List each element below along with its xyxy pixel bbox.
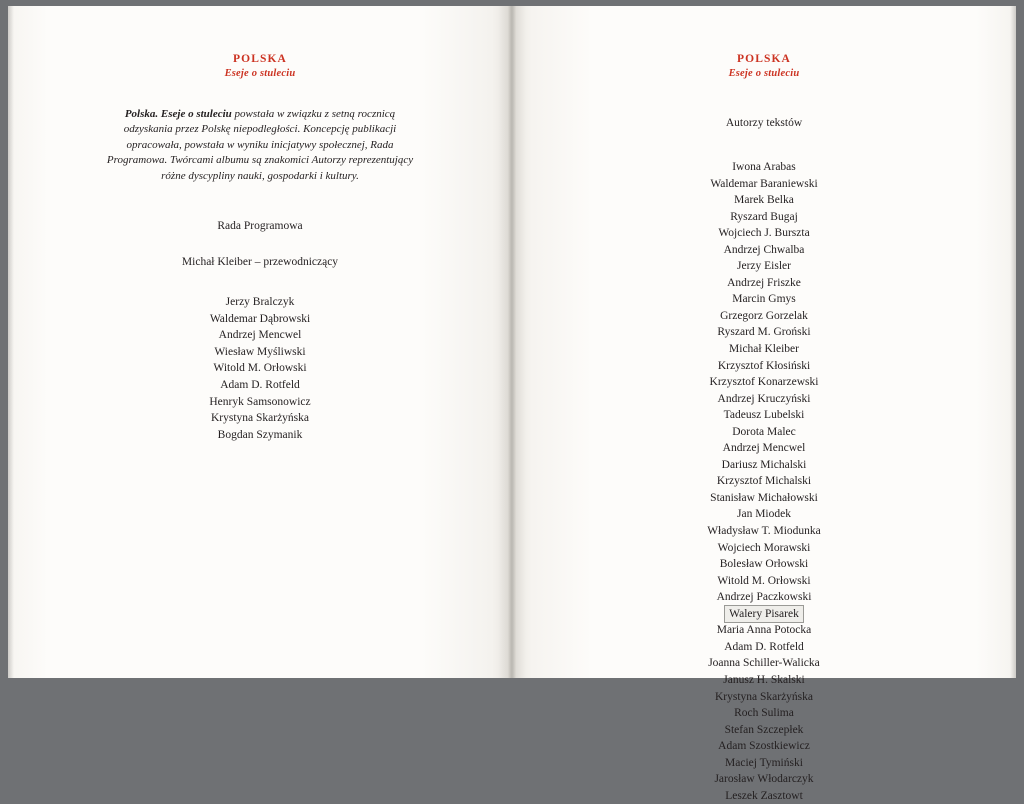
blurb-lead: Polska. Eseje o stuleciu	[124, 108, 232, 120]
list-item: Jan Miodek	[737, 508, 791, 521]
list-item: Marek Belka	[734, 194, 794, 207]
blurb-paragraph	[104, 107, 416, 184]
list-item: Ryszard M. Groński	[717, 326, 811, 339]
list-item: Bolesław Orłowski	[719, 558, 809, 571]
list-item: Iwona Arabas	[732, 161, 796, 173]
selected-author[interactable]: Walery Pisarek	[725, 606, 803, 623]
council-member-list	[104, 294, 416, 443]
blurb-rest: powstała w związku z setną rocznicą odzyskania przez Polskę niepodległości. Koncepcję publikacji opracowała, powstała w wyniku inicjatywy społecznej, Rada Programowa. Twórcami albumu są znakomici Autorzy reprezentujący różne dyscypliny nauki, gospodarki i kultury.	[106, 108, 414, 182]
list-item: Jerzy Eisler	[737, 260, 791, 273]
list-item: Henryk Samsonowicz	[209, 395, 311, 408]
authors-list	[608, 159, 920, 804]
list-item: Andrzej Friszke	[727, 276, 801, 289]
right-page	[512, 6, 1016, 802]
list-item: Andrzej Mencwel	[722, 442, 806, 455]
council-label: Rada Programowa	[217, 220, 303, 233]
list-item: Adam Szostkiewicz	[718, 740, 810, 753]
left-page	[8, 6, 512, 678]
right-page-subtitle: Eseje o stuleciu	[728, 68, 800, 79]
authors-label: Autorzy tekstów	[725, 117, 803, 129]
list-item: Andrzej Mencwel	[218, 329, 302, 342]
list-item: Krzysztof Michalski	[716, 475, 812, 488]
list-item: Krystyna Skarżyńska	[210, 412, 310, 425]
list-item: Stanisław Michałowski	[710, 491, 818, 504]
list-item: Jarosław Włodarczyk	[714, 773, 814, 786]
list-item: Waldemar Baraniewski	[710, 177, 818, 190]
list-item: Joanna Schiller-Walicka	[708, 657, 820, 670]
list-item: Wojciech J. Burszta	[718, 227, 810, 240]
council-chair: Michał Kleiber – przewodniczący	[181, 256, 339, 269]
list-item: Roch Sulima	[734, 707, 794, 720]
list-item: Krystyna Skarżyńska	[714, 690, 814, 703]
list-item: Maria Anna Potocka	[716, 624, 812, 637]
list-item: Marcin Gmys	[732, 293, 796, 306]
list-item: Dorota Malec	[732, 425, 796, 438]
list-item: Grzegorz Gorzelak	[720, 309, 808, 322]
list-item: Tadeusz Lubelski	[723, 409, 805, 422]
list-item: Wojciech Morawski	[717, 541, 811, 554]
selected-author-row	[608, 606, 920, 623]
right-page-title: POLSKA	[737, 53, 791, 65]
list-item: Wiesław Myśliwski	[214, 345, 306, 358]
list-item: Ryszard Bugaj	[730, 210, 798, 223]
list-item: Krzysztof Konarzewski	[709, 376, 819, 389]
list-item: Stefan Szczepłek	[724, 723, 804, 736]
list-item: Adam D. Rotfeld	[724, 640, 804, 653]
list-item: Witold M. Orłowski	[213, 362, 307, 375]
list-item: Leszek Zasztowt	[725, 789, 803, 802]
list-item: Andrzej Chwalba	[723, 243, 805, 256]
left-page-title: POLSKA	[233, 53, 287, 65]
right-page-content	[512, 6, 1016, 804]
list-item: Janusz H. Skalski	[723, 673, 805, 686]
list-item: Krzysztof Kłosiński	[717, 359, 811, 372]
left-page-content	[8, 6, 512, 443]
list-item: Maciej Tymiński	[725, 756, 803, 769]
list-item: Michał Kleiber	[729, 343, 799, 356]
list-item: Adam D. Rotfeld	[220, 379, 300, 391]
list-item: Andrzej Kruczyński	[717, 392, 811, 405]
left-page-subtitle: Eseje o stuleciu	[224, 68, 296, 79]
list-item: Witold M. Orłowski	[717, 574, 811, 587]
list-item: Władysław T. Miodunka	[707, 525, 821, 538]
list-item: Waldemar Dąbrowski	[209, 312, 311, 325]
list-item: Dariusz Michalski	[721, 458, 807, 471]
list-item: Jerzy Bralczyk	[225, 296, 295, 309]
list-item: Bogdan Szymanik	[217, 428, 303, 441]
list-item: Andrzej Paczkowski	[716, 591, 812, 604]
